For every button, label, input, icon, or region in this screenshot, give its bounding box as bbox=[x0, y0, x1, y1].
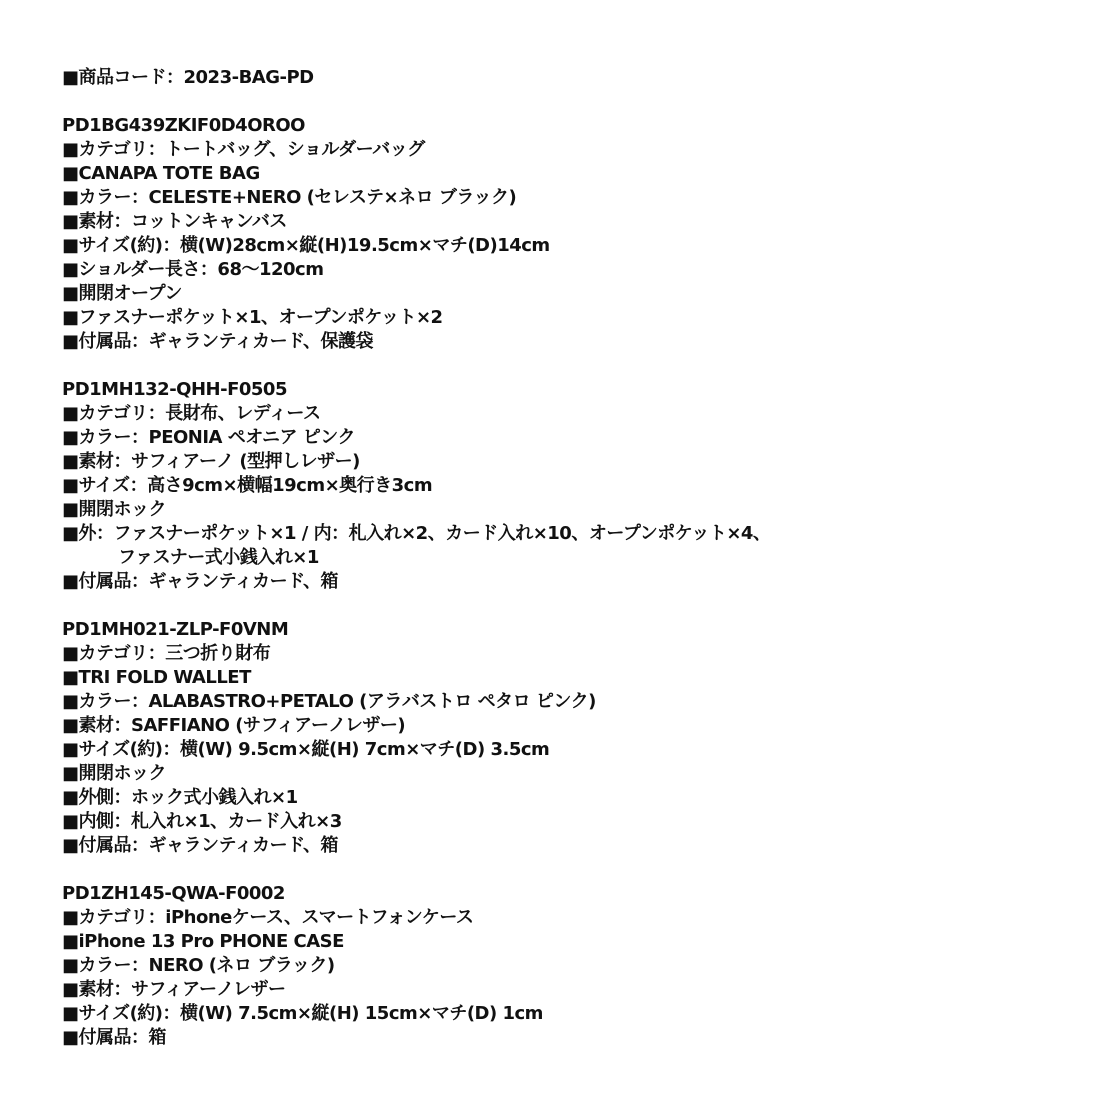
shoulder-length-line: ■ショルダー長さ：68〜120cm bbox=[62, 259, 324, 280]
product-name-line: ■CANAPA TOTE BAG bbox=[62, 163, 260, 184]
accessories-line: ■付属品：ギャランティカード、箱 bbox=[62, 571, 338, 592]
interior-line: ■内側：札入れ×1、カード入れ×3 bbox=[62, 811, 342, 832]
accessories-line: ■付属品：ギャランティカード、保護袋 bbox=[62, 331, 373, 352]
pockets-line: ■外：ファスナーポケット×1 / 内：札入れ×2、カード入れ×10、オープンポケット×4、 bbox=[62, 523, 771, 544]
spacer bbox=[62, 594, 1062, 618]
color-line: ■カラー：NERO (ネロ ブラック) bbox=[62, 955, 335, 976]
material-line: ■素材：サフィアーノレザー bbox=[62, 979, 286, 1000]
pockets-line-continued: ファスナー式小銭入れ×1 bbox=[118, 547, 319, 568]
size-line: ■サイズ(約)：横(W) 7.5cm×縦(H) 15cm×マチ(D) 1cm bbox=[62, 1003, 543, 1024]
product-id: PD1MH021-ZLP-F0VNM bbox=[62, 619, 289, 640]
product-id: PD1ZH145-QWA-F0002 bbox=[62, 883, 285, 904]
product-name-line: ■iPhone 13 Pro PHONE CASE bbox=[62, 931, 344, 952]
category-line: ■カテゴリ：三つ折り財布 bbox=[62, 643, 271, 664]
size-line: ■サイズ(約)：横(W) 9.5cm×縦(H) 7cm×マチ(D) 3.5cm bbox=[62, 739, 550, 760]
category-line: ■カテゴリ：長財布、レディース bbox=[62, 403, 321, 424]
color-line: ■カラー：ALABASTRO+PETALO (アラバストロ ペタロ ピンク) bbox=[62, 691, 596, 712]
material-line: ■素材：SAFFIANO (サフィアーノレザー) bbox=[62, 715, 406, 736]
color-line: ■カラー：CELESTE+NERO (セレステ×ネロ ブラック) bbox=[62, 187, 517, 208]
closure-line: ■開閉ホック bbox=[62, 499, 167, 520]
color-line: ■カラー：PEONIA ペオニア ピンク bbox=[62, 427, 355, 448]
accessories-line: ■付属品：ギャランティカード、箱 bbox=[62, 835, 338, 856]
accessories-line: ■付属品：箱 bbox=[62, 1027, 167, 1048]
closure-line: ■開閉ホック bbox=[62, 763, 167, 784]
exterior-line: ■外側：ホック式小銭入れ×1 bbox=[62, 787, 298, 808]
category-line: ■カテゴリ：iPhoneケース、スマートフォンケース bbox=[62, 907, 474, 928]
product-block bbox=[62, 114, 1062, 354]
product-spec-document bbox=[62, 66, 1062, 1050]
closure-line: ■開閉オープン bbox=[62, 283, 182, 304]
material-line: ■素材：サフィアーノ (型押しレザー) bbox=[62, 451, 360, 472]
size-line: ■サイズ：高さ9cm×横幅19cm×奥行き3cm bbox=[62, 475, 433, 496]
product-block bbox=[62, 882, 1062, 1050]
spacer bbox=[62, 354, 1062, 378]
product-code-line: ■商品コード：2023-BAG-PD bbox=[62, 67, 314, 88]
product-id: PD1MH132-QHH-F0505 bbox=[62, 379, 287, 400]
pockets-line: ■ファスナーポケット×1、オープンポケット×2 bbox=[62, 307, 443, 328]
product-id: PD1BG439ZKIF0D4OROO bbox=[62, 115, 305, 136]
spacer bbox=[62, 858, 1062, 882]
size-line: ■サイズ(約)：横(W)28cm×縦(H)19.5cm×マチ(D)14cm bbox=[62, 235, 550, 256]
category-line: ■カテゴリ：トートバッグ、ショルダーバッグ bbox=[62, 139, 425, 160]
spacer bbox=[62, 90, 1062, 114]
product-block bbox=[62, 378, 1062, 594]
product-name-line: ■TRI FOLD WALLET bbox=[62, 667, 251, 688]
material-line: ■素材：コットンキャンバス bbox=[62, 211, 287, 232]
product-block bbox=[62, 618, 1062, 858]
